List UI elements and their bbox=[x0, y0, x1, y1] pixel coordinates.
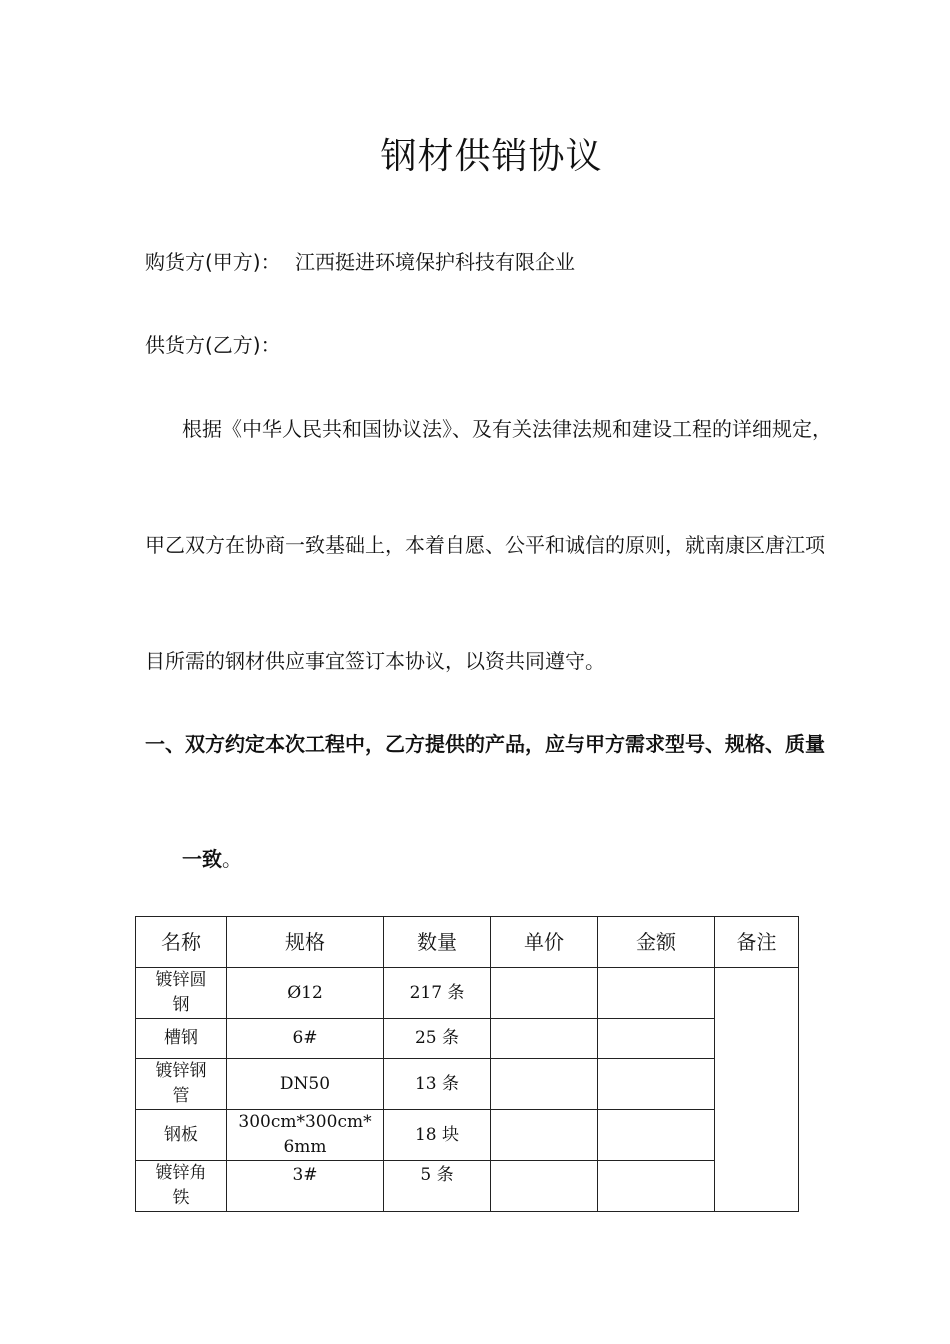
header-spec: 规格 bbox=[227, 917, 384, 968]
intro-paragraph-line-2: 甲乙双方在协商一致基础上，本着自愿、公平和诚信的原则，就南康区唐江项 bbox=[145, 533, 825, 557]
table-row bbox=[136, 968, 799, 1019]
clause-1-line-1: 一、双方约定本次工程中，乙方提供的产品，应与甲方需求型号、规格、质量 bbox=[145, 732, 825, 756]
clause-1-period: 。 bbox=[222, 847, 242, 871]
buyer-line bbox=[145, 248, 575, 276]
cell-spec: Ø12 bbox=[227, 968, 384, 1019]
header-price: 单价 bbox=[491, 917, 598, 968]
cell-spec: 3# bbox=[227, 1161, 384, 1212]
header-name: 名称 bbox=[136, 917, 227, 968]
clause-1-text: 一致 bbox=[182, 847, 222, 871]
buyer-name: 江西挺进环境保护科技有限企业 bbox=[294, 250, 575, 274]
table-row bbox=[136, 1110, 799, 1161]
cell-qty: 25 条 bbox=[384, 1019, 491, 1059]
cell-amount bbox=[598, 968, 715, 1019]
cell-qty: 18 块 bbox=[384, 1110, 491, 1161]
cell-remarks bbox=[715, 968, 799, 1212]
cell-name: 钢板 bbox=[136, 1110, 227, 1161]
cell-spec: DN50 bbox=[227, 1059, 384, 1110]
cell-spec: 300cm*300cm*6mm bbox=[227, 1110, 384, 1161]
cell-qty: 217 条 bbox=[384, 968, 491, 1019]
cell-qty: 5 条 bbox=[384, 1161, 491, 1212]
cell-qty: 13 条 bbox=[384, 1059, 491, 1110]
header-amount: 金额 bbox=[598, 917, 715, 968]
intro-paragraph-line-3: 目所需的钢材供应事宜签订本协议，以资共同遵守。 bbox=[145, 649, 605, 673]
table-row bbox=[136, 1161, 799, 1212]
cell-price bbox=[491, 1019, 598, 1059]
clause-1-line-2 bbox=[182, 845, 242, 873]
cell-name: 镀锌角铁 bbox=[136, 1161, 227, 1212]
cell-price bbox=[491, 968, 598, 1019]
cell-name: 镀锌钢管 bbox=[136, 1059, 227, 1110]
intro-paragraph-line-1: 根据《中华人民共和国协议法》、及有关法律法规和建设工程的详细规定， bbox=[182, 417, 832, 441]
cell-amount bbox=[598, 1059, 715, 1110]
cell-price bbox=[491, 1161, 598, 1212]
cell-amount bbox=[598, 1110, 715, 1161]
cell-amount bbox=[598, 1019, 715, 1059]
table-row bbox=[136, 1019, 799, 1059]
cell-price bbox=[491, 1059, 598, 1110]
table-row bbox=[136, 1059, 799, 1110]
supplier-label: 供货方(乙方)： bbox=[145, 333, 281, 357]
header-remarks: 备注 bbox=[715, 917, 799, 968]
cell-price bbox=[491, 1110, 598, 1161]
document-title: 钢材供销协议 bbox=[380, 136, 603, 177]
goods-table bbox=[135, 916, 799, 1212]
cell-name: 镀锌圆钢 bbox=[136, 968, 227, 1019]
cell-name: 槽钢 bbox=[136, 1019, 227, 1059]
cell-spec: 6# bbox=[227, 1019, 384, 1059]
table-header-row bbox=[136, 917, 799, 968]
cell-amount bbox=[598, 1161, 715, 1212]
buyer-label: 购货方(甲方)： bbox=[145, 250, 281, 274]
header-qty: 数量 bbox=[384, 917, 491, 968]
